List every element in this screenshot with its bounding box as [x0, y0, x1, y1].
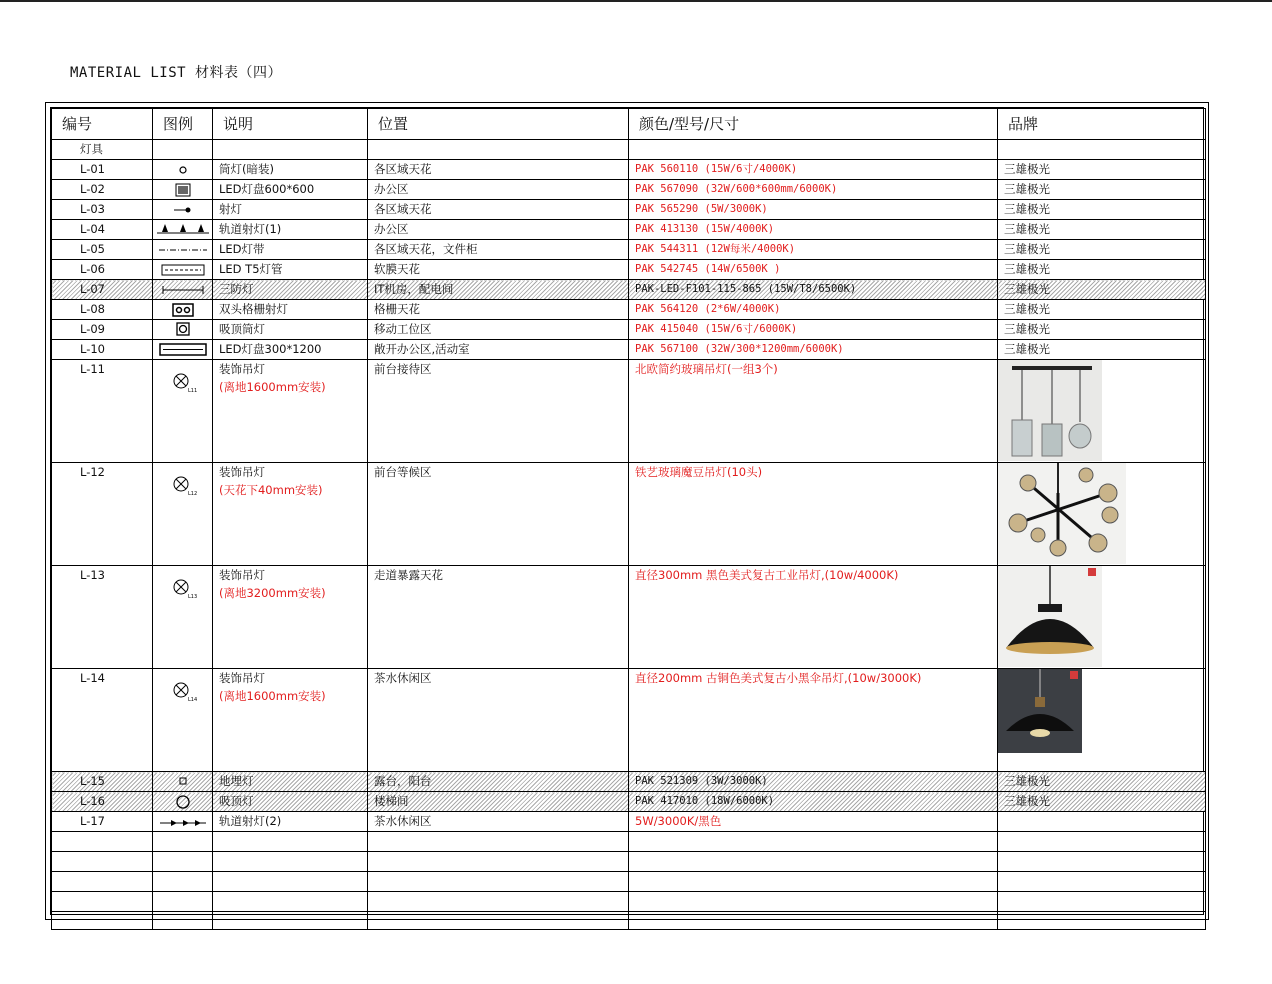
ceiling-light-icon [174, 793, 192, 809]
header-code: 编号 [52, 109, 153, 140]
category-label: 灯具 [52, 140, 153, 160]
ceiling-downlight-icon [174, 321, 192, 337]
pendant-light-icon [168, 469, 198, 503]
empty-row [52, 912, 1206, 930]
header-description: 说明 [213, 109, 368, 140]
header-brand: 品牌 [998, 109, 1206, 140]
table-row: L-14 L14 装饰吊灯 (离地1600mm安装) 茶水休闲区 直径200mm 古铜色美式复古小黑伞吊灯,(10w/3000K) [52, 669, 1206, 772]
table-row: L-03 射灯 各区域天花 PAK 565290 (5W/3000K) 三雄极光 [52, 200, 1206, 220]
triproof-light-icon [159, 281, 207, 297]
svg-text:L13: L13 [187, 594, 197, 600]
table-row: L-12 L12 装饰吊灯 (天花下40mm安装) 前台等候区 铁艺玻璃魔豆吊灯(10头) [52, 463, 1206, 566]
empty-row [52, 892, 1206, 912]
inground-light-icon [176, 773, 190, 789]
table-row: L-02 LED灯盘600*600 办公区 PAK 567090 (32W/600*600mm/6000K) 三雄极光 [52, 180, 1206, 200]
table-row: L-13 L13 装饰吊灯 (离地3200mm安装) 走道暴露天花 直径300mm 黑色美式复古工业吊灯,(10w/4000K) [52, 566, 1206, 669]
pendant-light-icon [168, 675, 198, 709]
table-row: L-04 轨道射灯(1) 办公区 PAK 413130 (15W/4000K) 三雄极光 [52, 220, 1206, 240]
table-row: L-06 LED T5灯管 软膜天花 PAK 542745 (14W/6500K ) 三雄极光 [52, 260, 1206, 280]
pendant-photo-umbrella [998, 669, 1082, 753]
page-title: MATERIAL LIST 材料表（四） [70, 65, 283, 81]
header-row [52, 109, 1206, 140]
category-row [52, 140, 1206, 160]
table-row: L-05 LED灯带 各区域天花，文件柜 PAK 544311 (12W每米/4000K) 三雄极光 [52, 240, 1206, 260]
table-row: L-07 三防灯 IT机房，配电间 PAK-LED-F101-115-865 (15W/T8/6500K) 三雄极光 [52, 280, 1206, 300]
table-row: L-10 LED灯盘300*1200 敞开办公区,活动室 PAK 567100 (32W/300*1200mm/6000K) 三雄极光 [52, 340, 1206, 360]
svg-text:L14: L14 [187, 697, 197, 703]
header-symbol: 图例 [153, 109, 213, 140]
led-strip-icon [157, 241, 209, 257]
table-row: L-09 吸顶筒灯 移动工位区 PAK 415040 (15W/6寸/6000K) 三雄极光 [52, 320, 1206, 340]
svg-text:L12: L12 [187, 491, 197, 497]
t5-tube-icon [159, 261, 207, 277]
track-light-icon [155, 221, 211, 238]
empty-row [52, 852, 1206, 872]
pendant-light-icon [168, 572, 198, 606]
double-grille-spotlight-icon [170, 301, 196, 317]
table-row: L-17 轨道射灯(2) 茶水休闲区 5W/3000K/黑色 [52, 812, 1206, 832]
top-border-line [0, 0, 1272, 2]
empty-row [52, 832, 1206, 852]
pendant-photo-glass-trio [998, 360, 1102, 461]
table-frame [45, 102, 1209, 920]
material-table [51, 108, 1206, 930]
header-spec: 颜色/型号/尺寸 [629, 109, 998, 140]
table-row: L-11 L11 装饰吊灯 (离地1600mm安装) 前台接待区 北欧简约玻璃吊灯(一组3个) [52, 360, 1206, 463]
table-row: L-16 吸顶灯 楼梯间 PAK 417010 (18W/6000K) 三雄极光 [52, 792, 1206, 812]
spotlight-icon [171, 201, 195, 217]
table-row: L-08 双头格栅射灯 格栅天花 PAK 564120 (2*6W/4000K) 三雄极光 [52, 300, 1206, 320]
track-light-2-icon [157, 813, 209, 829]
table-row: L-15 地埋灯 露台，阳台 PAK 521309 (3W/3000K) 三雄极光 [52, 772, 1206, 792]
header-location: 位置 [368, 109, 629, 140]
pendant-light-icon [168, 366, 198, 400]
pendant-photo-magic-bean [998, 463, 1126, 564]
panel-light-long-icon [157, 341, 209, 357]
table-row: L-01 筒灯(暗装) 各区域天花 PAK 560110 (15W/6寸/4000K) 三雄极光 [52, 160, 1206, 180]
svg-text:L11: L11 [187, 388, 197, 394]
panel-light-icon [173, 181, 193, 198]
pendant-photo-industrial-dome [998, 566, 1102, 667]
empty-row [52, 872, 1206, 892]
downlight-icon [176, 161, 190, 177]
